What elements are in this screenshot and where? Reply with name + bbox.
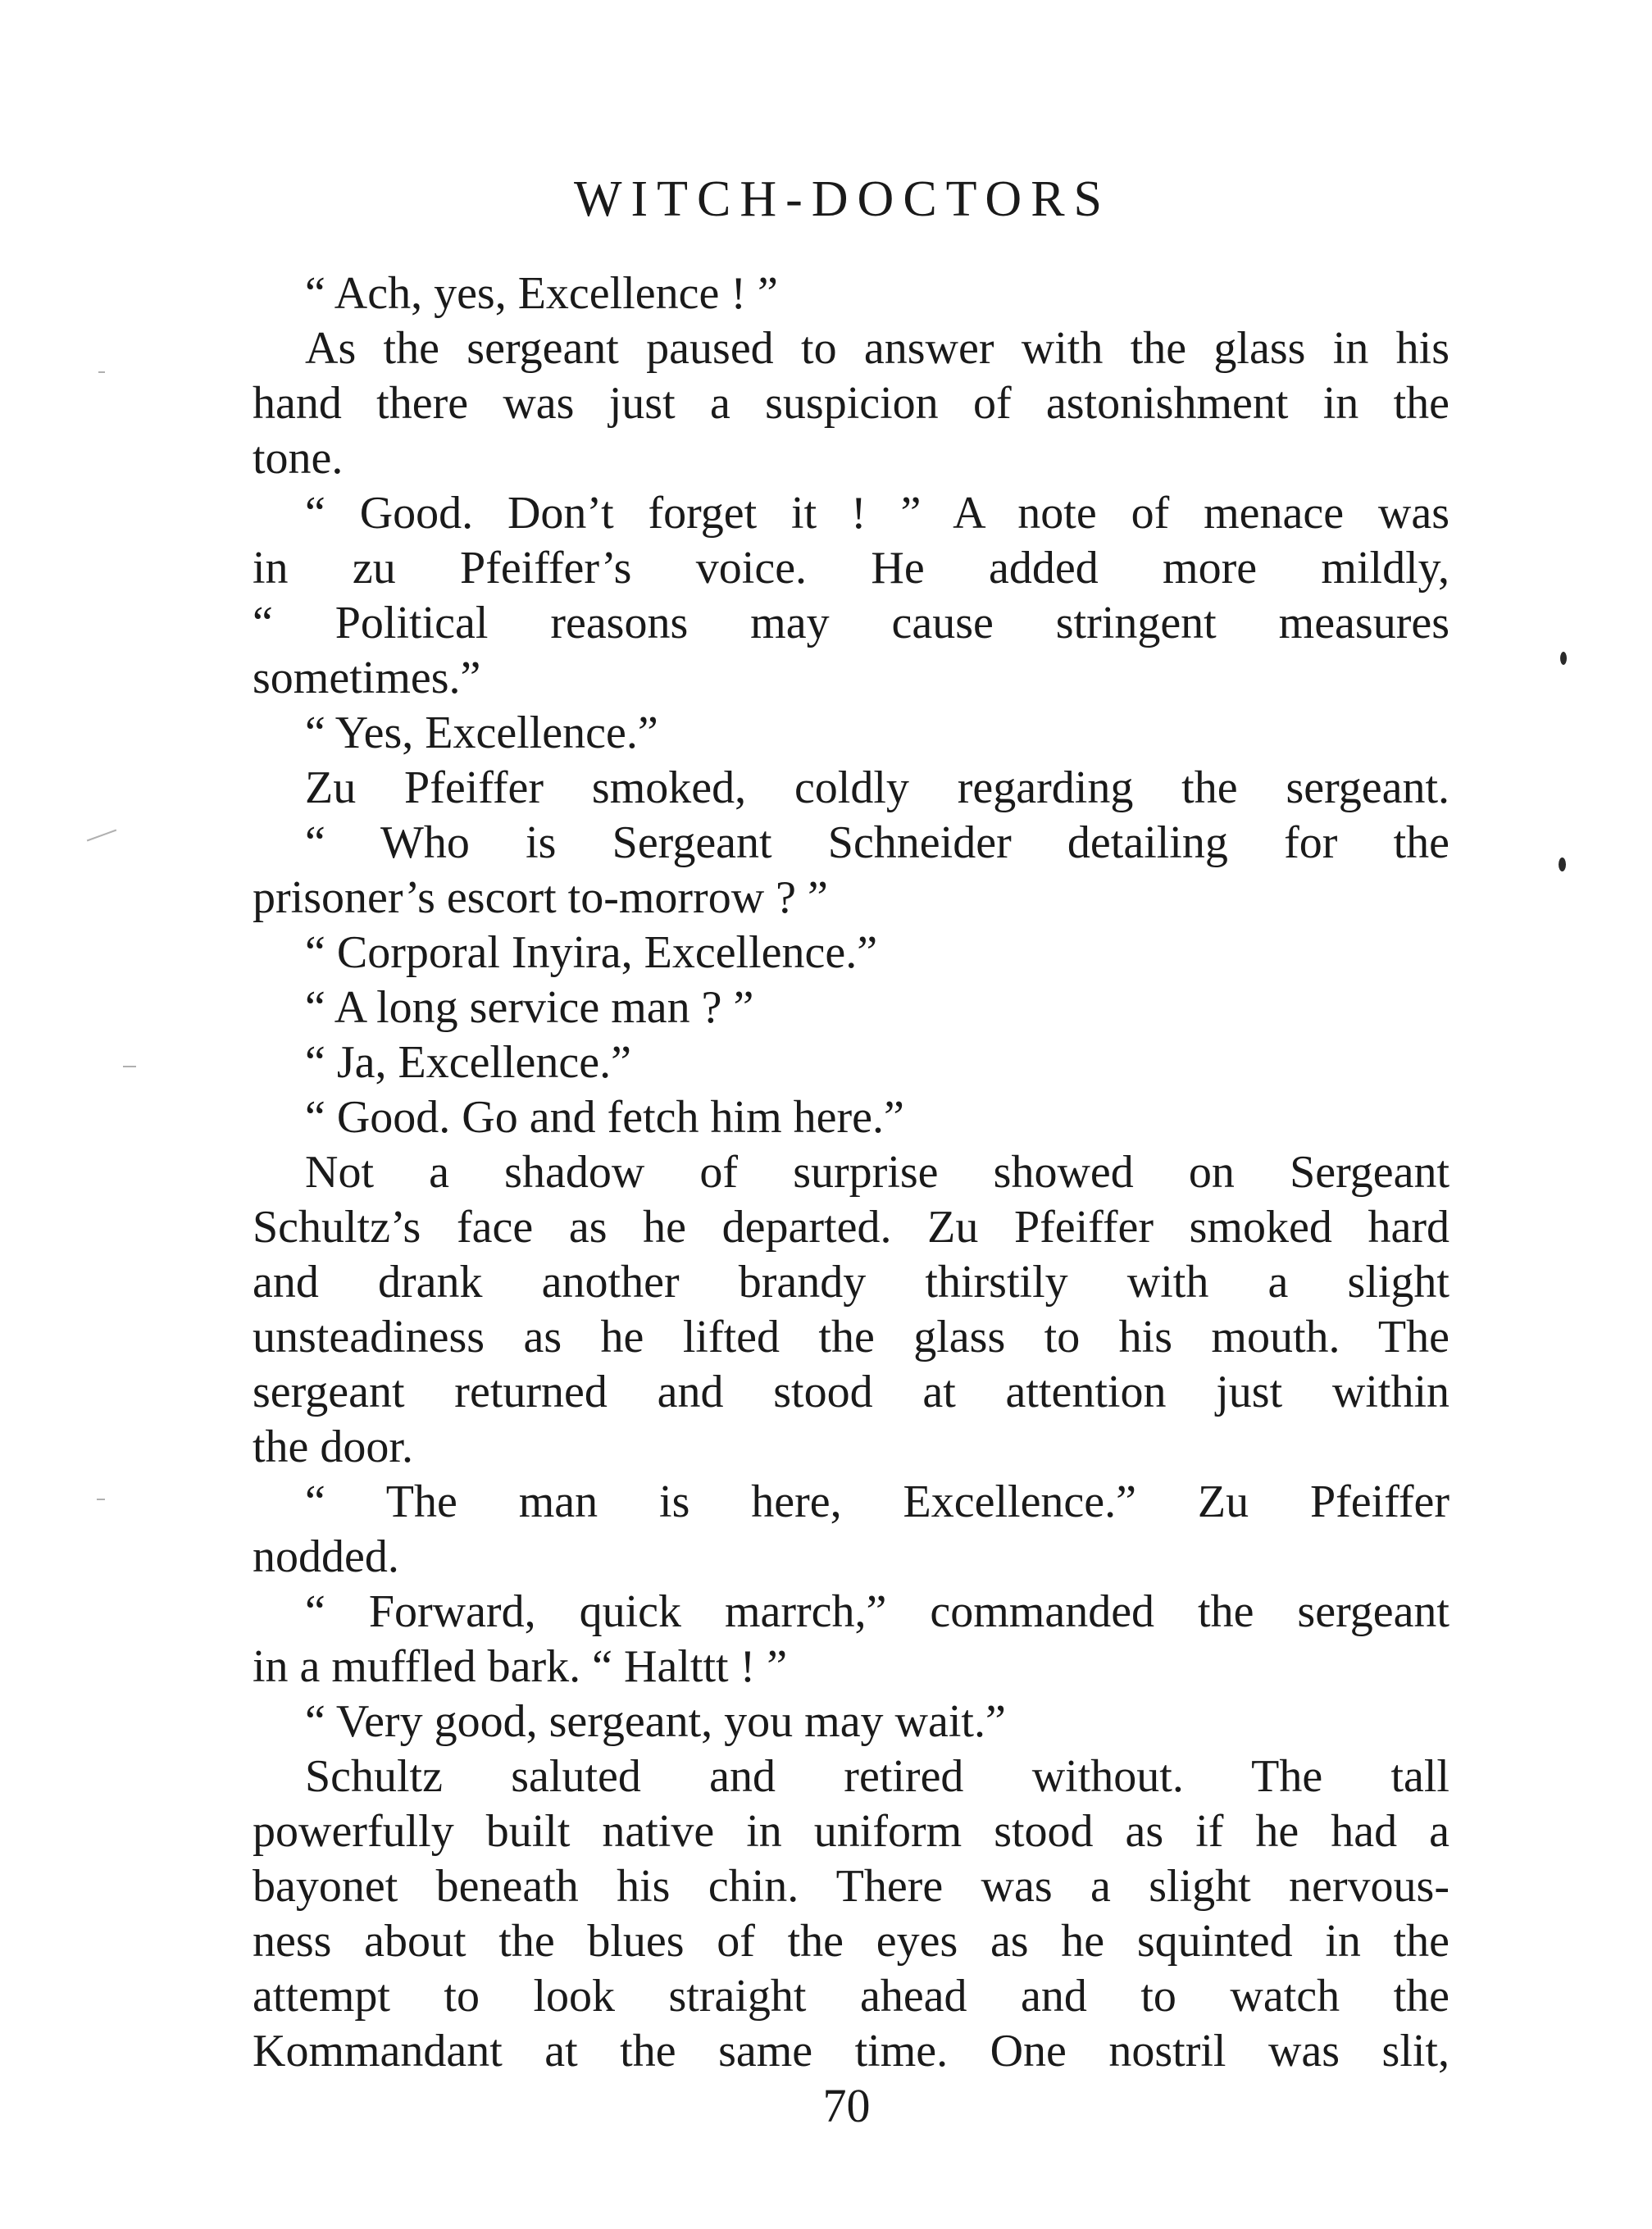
text-line: “ The man is here, Excellence.” Zu Pfeiffer — [305, 1476, 1449, 1527]
text-line: “ A long service man ? ” — [305, 982, 754, 1033]
text-line: “ Ja, Excellence.” — [305, 1037, 631, 1088]
text-line: sergeant returned and stood at attention just within — [253, 1367, 1449, 1417]
ink-speck — [1559, 857, 1566, 871]
text-line: sometimes.” — [253, 653, 481, 703]
text-line: in zu Pfeiffer’s voice. He added more mildly, — [253, 543, 1449, 594]
page-number: 70 — [822, 2079, 871, 2132]
text-line: hand there was just a suspicion of astonishment in the — [253, 378, 1449, 429]
text-line: and drank another brandy thirstily with a slight — [253, 1257, 1449, 1308]
text-line: “ Good. Go and fetch him here.” — [305, 1092, 904, 1143]
text-line: prisoner’s escort to-morrow ? ” — [253, 872, 828, 923]
text-line: As the sergeant paused to answer with the glass in his — [305, 323, 1449, 374]
text-line: unsteadiness as he lifted the glass to his mouth. The — [253, 1312, 1449, 1362]
text-line: Zu Pfeiffer smoked, coldly regarding the sergeant. — [305, 762, 1449, 813]
margin-mark — [87, 830, 116, 842]
text-line: Not a shadow of surprise showed on Sergeant — [305, 1147, 1449, 1198]
text-line: ness about the blues of the eyes as he squinted in the — [253, 1916, 1449, 1967]
text-line: “ Yes, Excellence.” — [305, 707, 658, 758]
text-line: attempt to look straight ahead and to watch the — [253, 1971, 1449, 2022]
text-line: bayonet beneath his chin. There was a slight nervous- — [253, 1861, 1449, 1912]
text-line: “ Good. Don’t forget it ! ” A note of menace was — [305, 488, 1449, 539]
margin-mark — [97, 1499, 105, 1500]
running-head: WITCH-DOCTORS — [573, 171, 1112, 227]
text-line: tone. — [253, 433, 344, 484]
text-line: “ Ach, yes, Excellence ! ” — [305, 268, 778, 319]
text-line: “ Who is Sergeant Schneider detailing for the — [305, 817, 1449, 868]
text-line: “ Political reasons may cause stringent measures — [253, 598, 1449, 648]
text-line: powerfully built native in uniform stood as if he had a — [253, 1806, 1449, 1857]
text-line: in a muffled bark. “ Halttt ! ” — [253, 1641, 788, 1692]
text-line: nodded. — [253, 1531, 399, 1582]
text-line: “ Very good, sergeant, you may wait.” — [305, 1696, 1006, 1747]
margin-mark — [123, 1066, 136, 1067]
text-line: Schultz saluted and retired without. The tall — [305, 1751, 1449, 1802]
ink-speck — [1560, 652, 1567, 665]
text-line: “ Corporal Inyira, Excellence.” — [305, 927, 878, 978]
margin-mark — [98, 371, 105, 373]
text-line: Kommandant at the same time. One nostril was slit, — [253, 2026, 1449, 2077]
text-line: Schultz’s face as he departed. Zu Pfeiffer smoked hard — [253, 1202, 1449, 1253]
text-line: “ Forward, quick marrch,” commanded the sergeant — [305, 1586, 1449, 1637]
text-line: the door. — [253, 1422, 413, 1472]
